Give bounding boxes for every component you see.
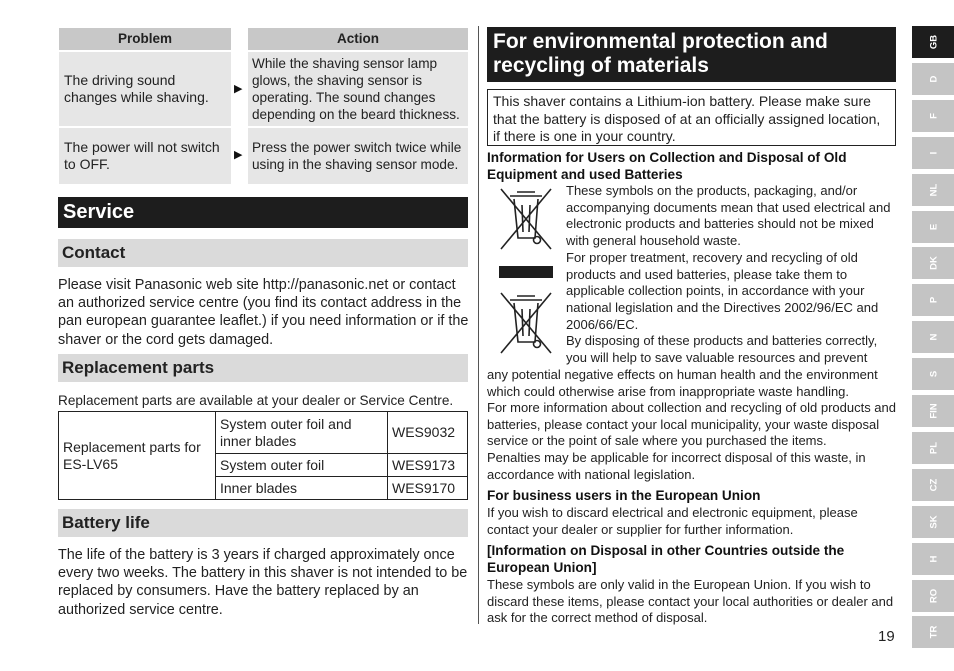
tab-label: FIN [928,403,939,419]
tab-label: GB [928,34,939,50]
battery-life-heading: Battery life [58,509,468,537]
column-divider [478,26,479,624]
part-code-cell: WES9032 [388,412,468,454]
part-code-cell: WES9173 [388,454,468,477]
symbol-text: Penalties may be applicable for incorrect disposal of this waste, in accordance with national legislation. [487,450,866,482]
tab-dk[interactable] [912,247,954,279]
tab-ro[interactable] [912,580,954,612]
tab-label: RO [928,588,939,603]
symbol-text: By disposing of these products and batteries correctly, you will help to save valuable resources and prevent [566,333,878,365]
business-users-text: If you wish to discard electrical and electronic equipment, please contact your dealer or supplier for further information. [487,505,858,537]
tab-pl[interactable] [912,432,954,464]
replacement-parts-table [58,411,468,500]
problem-cell: The driving sound changes while shaving. [59,52,231,126]
tab-label: NL [928,183,939,196]
tab-sk[interactable] [912,506,954,538]
tab-label: P [928,297,939,304]
action-cell: Press the power switch twice while using in the shaving sensor mode. [248,128,468,184]
disposal-info-heading: Information for Users on Collection and Disposal of Old Equipment and used Batteries [487,150,847,182]
action-header: Action [248,28,468,50]
tab-gb[interactable] [912,26,954,58]
play-arrow-icon: ▶ [234,83,243,95]
tab-label: SK [928,515,939,529]
part-code-cell: WES9170 [388,477,468,500]
tab-label: D [928,75,939,83]
tab-label: F [928,112,939,119]
tab-label: DK [928,256,939,271]
replacement-parts-text: Replacement parts are available at your dealer or Service Centre. [58,393,454,408]
outside-eu-text: These symbols are only valid in the European Union. If you wish to discard these items, please contact your local authorities or dealer and ask for the correct method of disposal. [487,577,894,626]
tab-n[interactable] [912,321,954,353]
play-arrow-icon: ▶ [234,149,243,161]
tab-label: PL [928,441,939,454]
action-cell: While the shaving sensor lamp glows, the shaving sensor is operating. The sound changes depending on the beard thickness. [248,52,468,126]
outside-eu-heading: [Information on Disposal in other Countries outside the European Union] [487,543,845,575]
tab-label: N [928,333,939,341]
tab-nl[interactable] [912,174,954,206]
tab-d[interactable] [912,63,954,95]
battery-notice-box: This shaver contains a Lithium-ion battery. Please make sure that the battery is disposed of at an officially assigned location, if there is one in your country. [487,89,896,146]
problem-header: Problem [59,28,231,50]
tab-s[interactable] [912,358,954,390]
tab-label: I [928,151,939,155]
part-name-cell: Inner blades [216,477,388,500]
symbol-text: These symbols on the products, packaging, and/or accompanying documents mean that used electrical and electronic products and batteries should not be mixed with general household waste. [566,183,891,249]
symbol-text: For proper treatment, recovery and recycling of old products and used batteries, please take them to applicable collection points, in accordance with your national legislation and the Directives 2002/96/EC and 2006/66/EC. [566,250,879,332]
service-title: Service [58,197,468,228]
environment-title: For environmental protection and recycling of materials [487,27,896,82]
tab-cz[interactable] [912,469,954,501]
tab-h[interactable] [912,543,954,575]
contact-text: Please visit Panasonic web site http://panasonic.net or contact an authorized service centre (you find its contact address in the pan european guarantee leaflet.) if you need information or if the shaver or the cord gets damaged. [58,277,469,348]
tab-e[interactable] [912,211,954,243]
tab-label: TR [928,626,939,639]
bin-underline-bar [499,266,553,278]
table-row [59,412,468,454]
tab-label: CZ [928,478,939,492]
symbol-text: For more information about collection and recycling of old products and batteries, please contact your local municipality, your waste disposal service or the point of sale where you purchased the items. [487,400,896,449]
symbol-text: any potential negative effects on human health and the environment which could otherwise arise from inappropriate waste handling. [487,367,878,399]
contact-heading: Contact [58,239,468,267]
tab-f[interactable] [912,100,954,132]
crossed-out-wheelie-bin-icon [497,186,555,252]
tab-p[interactable] [912,284,954,316]
tab-label: E [928,223,939,230]
page-number: 19 [878,628,895,645]
crossed-out-wheelie-bin-icon [497,290,555,356]
problem-cell: The power will not switch to OFF. [59,128,231,184]
tab-label: S [928,370,939,378]
tab-i[interactable] [912,137,954,169]
tab-label: H [928,555,939,563]
part-name-cell: System outer foil and inner blades [216,412,388,454]
tab-tr[interactable] [912,616,954,648]
part-name-cell: System outer foil [216,454,388,477]
tab-fin[interactable] [912,395,954,427]
business-users-heading: For business users in the European Union [487,488,761,503]
replacement-parts-heading: Replacement parts [58,354,468,382]
parts-label-cell: Replacement parts for ES-LV65 [59,412,216,500]
battery-life-text: The life of the battery is 3 years if charged approximately once every two weeks. The battery in this shaver is not intended to be replaced by consumers. Have the battery replaced by an authorized service centre. [58,547,468,618]
